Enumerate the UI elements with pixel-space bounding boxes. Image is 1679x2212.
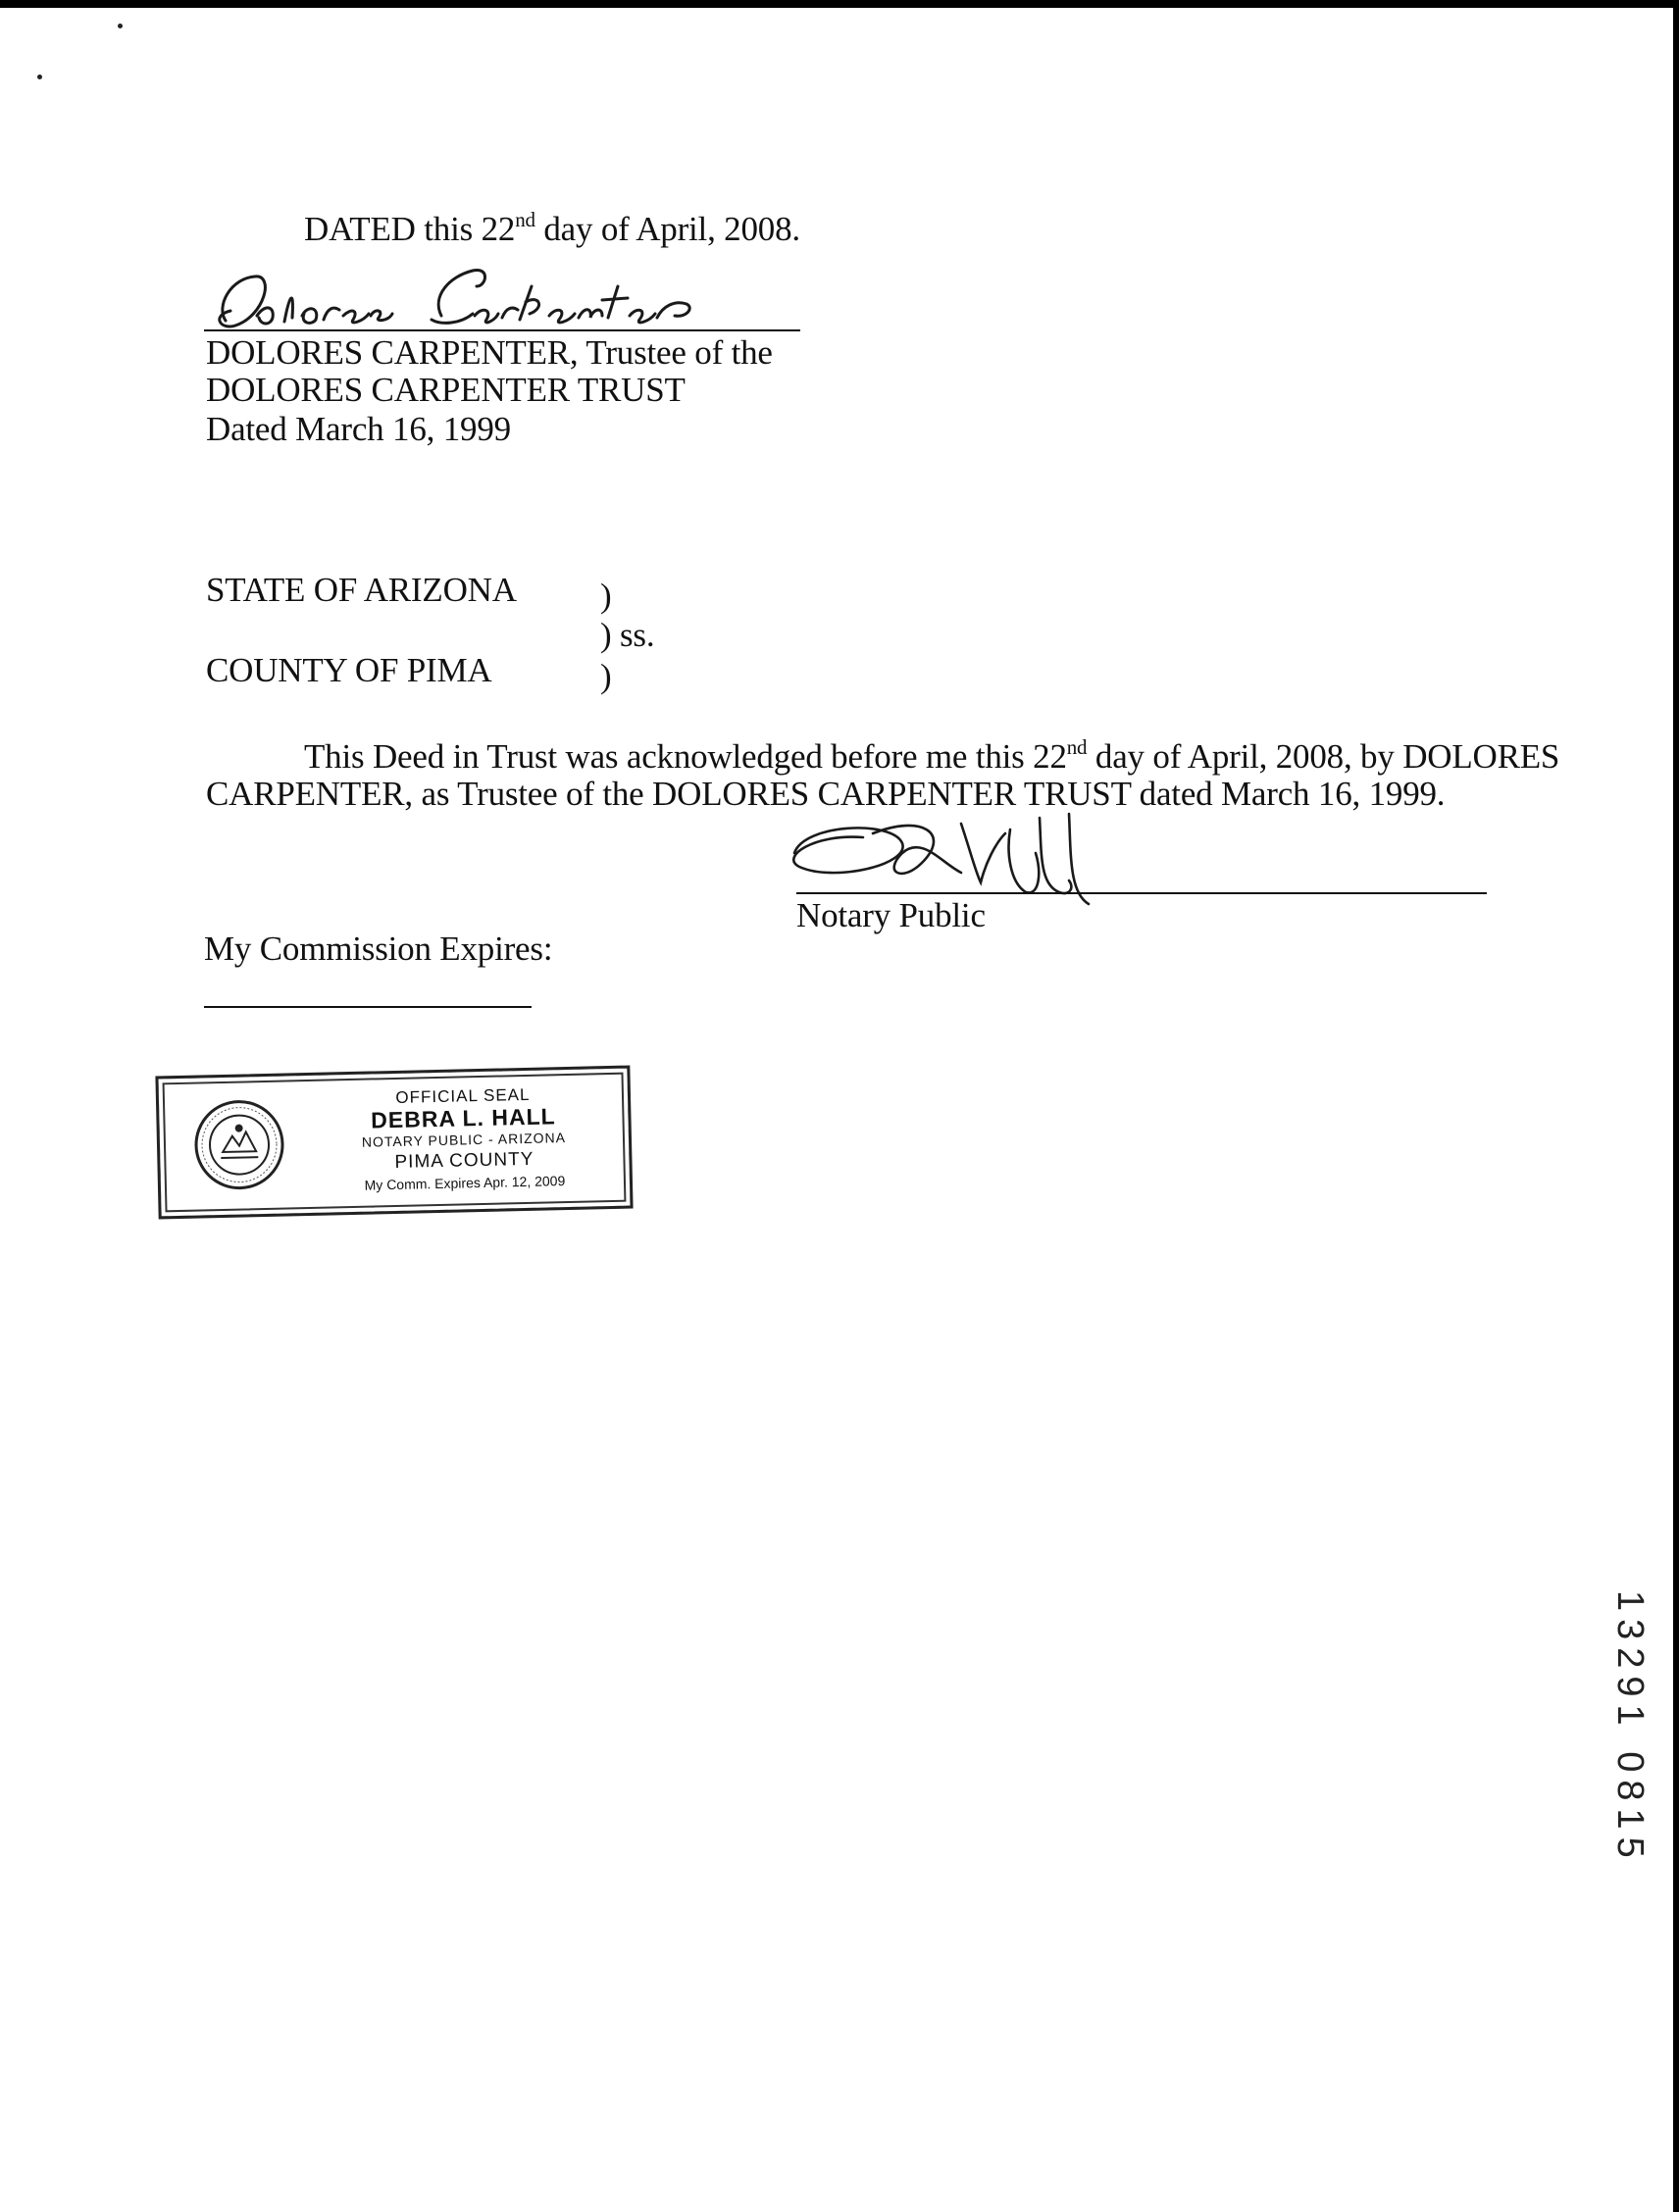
trustee-signature — [196, 257, 745, 345]
seal-title: OFFICIAL SEAL — [395, 1084, 531, 1107]
notary-public-label: Notary Public — [796, 896, 986, 934]
acknowledgment-line-1: This Deed in Trust was acknowledged before me this 22nd day of April, 2008, by DOLORES — [304, 735, 1560, 776]
trustee-signature-line — [204, 329, 800, 331]
dated-line: DATED this 22nd day of April, 2008. — [304, 208, 800, 248]
commission-expires-blank — [204, 1006, 532, 1008]
scan-speck — [37, 75, 42, 79]
recording-number: 13291 0815 — [1609, 1590, 1651, 1866]
scan-speck — [118, 24, 123, 28]
notary-signature-line — [796, 892, 1487, 894]
trust-dated-line: Dated March 16, 1999 — [206, 410, 511, 448]
seal-subtitle: NOTARY PUBLIC - ARIZONA — [361, 1130, 567, 1150]
scan-edge-top — [0, 0, 1679, 8]
venue-county: COUNTY OF PIMA — [206, 651, 492, 689]
trust-name-line: DOLORES CARPENTER TRUST — [206, 371, 686, 409]
notary-signature — [775, 794, 1206, 912]
acknowledgment-line-2: CARPENTER, as Trustee of the DOLORES CARPENTER TRUST dated March 16, 1999. — [206, 775, 1446, 813]
arizona-state-seal-icon — [192, 1098, 286, 1192]
commission-expires-label: My Commission Expires: — [204, 930, 553, 968]
seal-county: PIMA COUNTY — [394, 1148, 534, 1173]
venue-paren: ) — [600, 577, 612, 615]
seal-notary-name: DEBRA L. HALL — [370, 1103, 556, 1133]
venue-ss: ) ss. — [600, 616, 655, 654]
seal-expiration: My Comm. Expires Apr. 12, 2009 — [364, 1173, 566, 1193]
trustee-name-line: DOLORES CARPENTER, Trustee of the — [206, 333, 773, 372]
notary-seal-stamp — [155, 1066, 633, 1220]
venue-state: STATE OF ARIZONA — [206, 571, 517, 609]
scan-edge-right — [1673, 0, 1679, 2212]
venue-paren: ) — [600, 657, 612, 695]
